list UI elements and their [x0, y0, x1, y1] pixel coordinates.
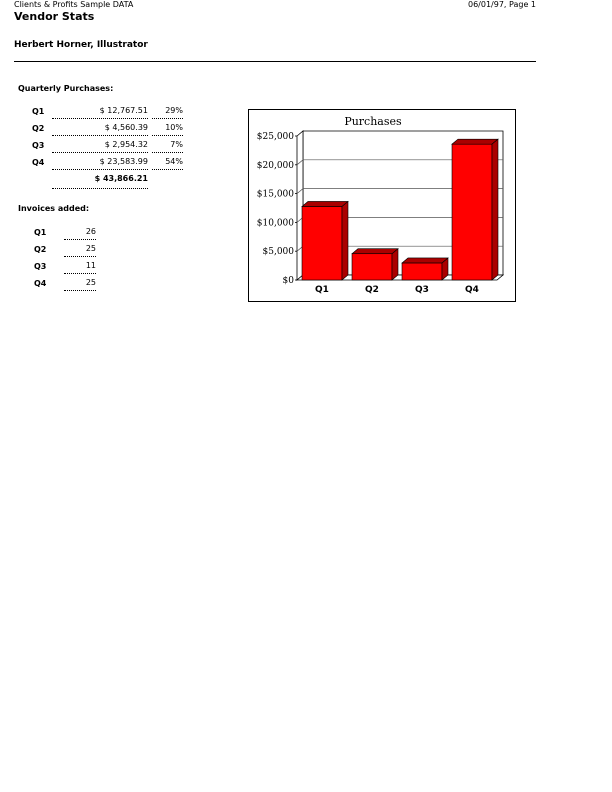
x-tick-label: Q3	[415, 285, 429, 295]
quarter-percent: 29%	[152, 106, 183, 119]
quarter-amount: $ 12,767.51	[52, 106, 148, 119]
chart-bar	[352, 249, 398, 280]
invoice-count: 25	[64, 244, 96, 257]
chart-title: Purchases	[344, 115, 402, 128]
quarter-amount: $ 23,583.99	[52, 157, 148, 170]
quarter-label: Q2	[32, 124, 45, 133]
y-tick-label: $5,000	[262, 247, 294, 258]
quarter-percent: 7%	[152, 140, 183, 153]
y-tick-label: $10,000	[256, 218, 294, 229]
report-title: Vendor Stats	[14, 10, 95, 23]
chart-bar-front	[302, 206, 342, 280]
invoice-count: 26	[64, 227, 96, 240]
purchases-total: $ 43,866.21	[52, 174, 148, 189]
invoice-count: 11	[64, 261, 96, 274]
invoices-added-label: Invoices added:	[18, 204, 90, 213]
y-tick-label: $20,000	[256, 160, 294, 171]
quarter-amount: $ 2,954.32	[52, 140, 148, 153]
x-tick-label: Q4	[465, 285, 479, 295]
y-tick-label: $15,000	[256, 189, 294, 200]
y-tick-label: $0	[282, 276, 294, 286]
chart-bar	[402, 258, 448, 280]
chart-bar-front	[402, 263, 442, 280]
purchases-chart	[248, 109, 516, 302]
chart-bar-front	[452, 144, 492, 280]
invoice-count: 25	[64, 278, 96, 291]
chart-bar-top	[302, 201, 348, 206]
quarter-label: Q3	[34, 262, 47, 271]
vendor-name: Herbert Horner, Illustrator	[14, 40, 148, 50]
chart-bar-top	[352, 249, 398, 254]
chart-bar-side	[392, 249, 398, 280]
quarter-label: Q4	[32, 158, 45, 167]
chart-bar-side	[492, 139, 498, 280]
quarter-label: Q1	[34, 228, 47, 237]
report-date-page: 06/01/97, Page 1	[467, 0, 536, 9]
quarter-label: Q3	[32, 141, 45, 150]
y-tick-label: $25,000	[256, 132, 294, 142]
x-tick-label: Q2	[365, 285, 379, 295]
chart-bar	[302, 201, 348, 280]
purchases-chart-svg	[249, 110, 515, 301]
quarter-percent: 10%	[152, 123, 183, 136]
quarter-amount: $ 4,560.39	[52, 123, 148, 136]
report-source-label: Clients & Profits Sample DATA	[14, 0, 134, 9]
chart-bar-top	[452, 139, 498, 144]
header-divider	[14, 61, 536, 62]
quarter-label: Q4	[34, 279, 47, 288]
quarter-label: Q2	[34, 245, 47, 254]
chart-bar-top	[402, 258, 448, 263]
chart-bar	[452, 139, 498, 280]
quarter-label: Q1	[32, 107, 45, 116]
quarter-percent: 54%	[152, 157, 183, 170]
x-tick-label: Q1	[315, 285, 329, 295]
chart-bar-front	[352, 254, 392, 280]
quarterly-purchases-label: Quarterly Purchases:	[18, 84, 114, 93]
chart-bar-side	[342, 201, 348, 280]
